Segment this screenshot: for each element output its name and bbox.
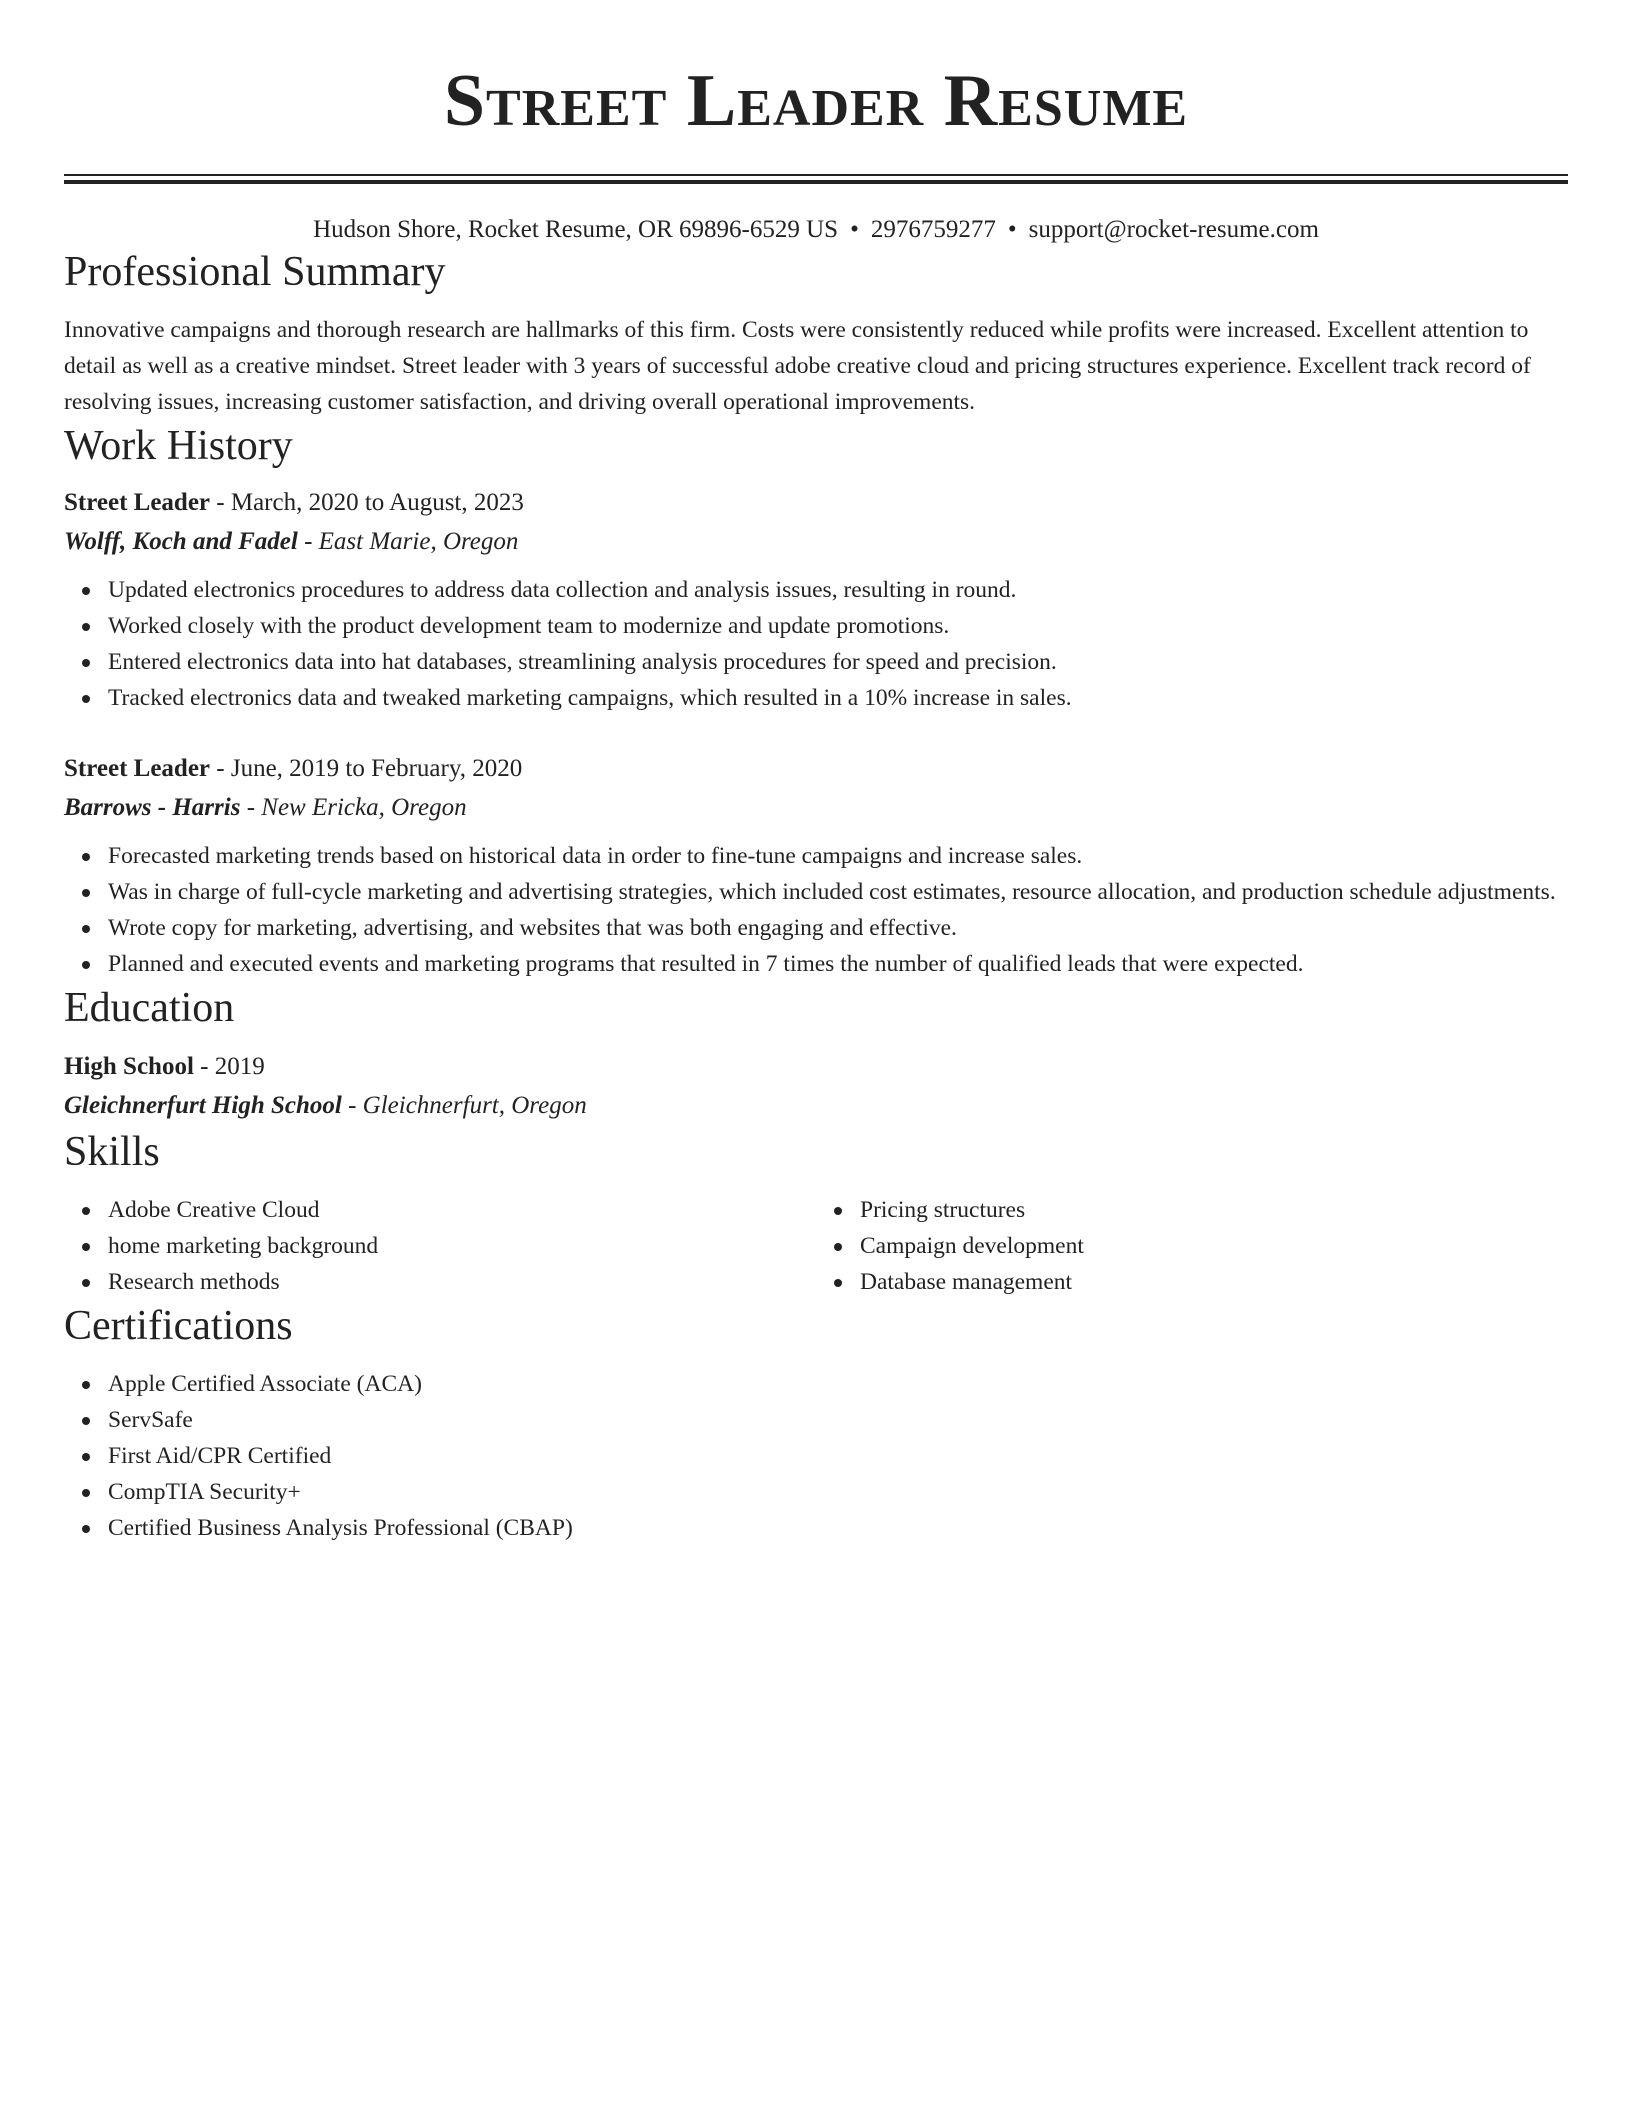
skill-item: Adobe Creative Cloud <box>108 1192 816 1228</box>
education-location: - Gleichnerfurt, Oregon <box>341 1092 587 1119</box>
job-company-line <box>64 522 1568 562</box>
job-dates: - March, 2020 to August, 2023 <box>210 489 524 516</box>
education-heading: Education <box>64 985 235 1031</box>
certification-item: Certified Business Analysis Professional (CBAP) <box>108 1510 1568 1546</box>
education-degree-line <box>64 1048 1568 1086</box>
contact-separator: • <box>850 216 859 243</box>
job-duty-item: Updated electronics procedures to address data collection and analysis issues, resulting in round. <box>108 572 1568 608</box>
contact-line <box>64 214 1568 246</box>
education-school: Gleichnerfurt High School <box>64 1092 342 1119</box>
job-title-line <box>64 750 1568 788</box>
job-company: Wolff, Koch and Fadel <box>64 528 298 555</box>
job-entry <box>64 484 1568 716</box>
job-entry <box>64 750 1568 982</box>
skill-item: Database management <box>860 1264 1568 1300</box>
job-duty-item: Forecasted marketing trends based on historical data in order to fine-tune campaigns and increase sales. <box>108 838 1568 874</box>
work-history-heading: Work History <box>64 423 293 469</box>
resume-title: Street Leader Resume <box>443 60 1189 142</box>
contact-phone: 2976759277 <box>870 216 996 243</box>
contact-address: Hudson Shore, Rocket Resume, OR 69896-6529 US <box>313 216 839 243</box>
certification-item: ServSafe <box>108 1402 1568 1438</box>
skill-item: home marketing background <box>108 1228 816 1264</box>
summary-heading: Professional Summary <box>64 249 446 295</box>
job-position: Street Leader <box>64 489 211 516</box>
education-year: - 2019 <box>193 1053 265 1080</box>
job-location: - New Ericka, Oregon <box>240 794 467 821</box>
contact-separator: • <box>1007 216 1017 243</box>
job-duty-item: Was in charge of full-cycle marketing and advertising strategies, which included cost estimates, resource allocation, and production schedule adjustments. <box>108 874 1568 910</box>
certifications-heading: Certifications <box>64 1303 293 1349</box>
job-duty-item: Wrote copy for marketing, advertising, and websites that was both engaging and effective. <box>108 910 1568 946</box>
job-duty-item: Tracked electronics data and tweaked marketing campaigns, which resulted in a 10% increase in sales. <box>108 680 1568 716</box>
job-dates: - June, 2019 to February, 2020 <box>210 755 523 782</box>
certification-item: Apple Certified Associate (ACA) <box>108 1366 1568 1402</box>
skills-grid <box>64 1192 1568 1300</box>
job-duty-item: Worked closely with the product development team to modernize and update promotions. <box>108 608 1568 644</box>
contact-email: support@rocket-resume.com <box>1028 216 1319 243</box>
skills-heading: Skills <box>64 1129 160 1175</box>
job-duties-list <box>64 572 1568 716</box>
education-degree: High School <box>64 1053 194 1080</box>
job-company: Barrows - Harris <box>64 794 241 821</box>
certifications-list <box>64 1366 1568 1546</box>
education-school-line <box>64 1086 1568 1126</box>
job-position: Street Leader <box>64 755 211 782</box>
skills-list-right <box>816 1192 1568 1300</box>
skills-list-left <box>64 1192 816 1300</box>
summary-text: Innovative campaigns and thorough research are hallmarks of this firm. Costs were consistently reduced while profits were increased. Excellent attention to detail as well as a creative mindset. Street leader with 3 years of successful adobe creative cloud and pricing structures experience. Excellent track record of resolving issues, increasing customer satisfaction, and driving overall operational improvements. <box>64 317 1531 415</box>
job-location: - East Marie, Oregon <box>297 528 519 555</box>
skill-item: Pricing structures <box>860 1192 1568 1228</box>
education-entry <box>64 1048 1568 1126</box>
job-company-line <box>64 788 1568 828</box>
skill-item: Campaign development <box>860 1228 1568 1264</box>
title-divider <box>64 174 1568 184</box>
skill-item: Research methods <box>108 1264 816 1300</box>
certification-item: First Aid/CPR Certified <box>108 1438 1568 1474</box>
job-title-line <box>64 484 1568 522</box>
job-duties-list <box>64 838 1568 982</box>
job-duty-item: Planned and executed events and marketing programs that resulted in 7 times the number of qualified leads that were expected. <box>108 946 1568 982</box>
certification-item: CompTIA Security+ <box>108 1474 1568 1510</box>
job-duty-item: Entered electronics data into hat databases, streamlining analysis procedures for speed and precision. <box>108 644 1568 680</box>
